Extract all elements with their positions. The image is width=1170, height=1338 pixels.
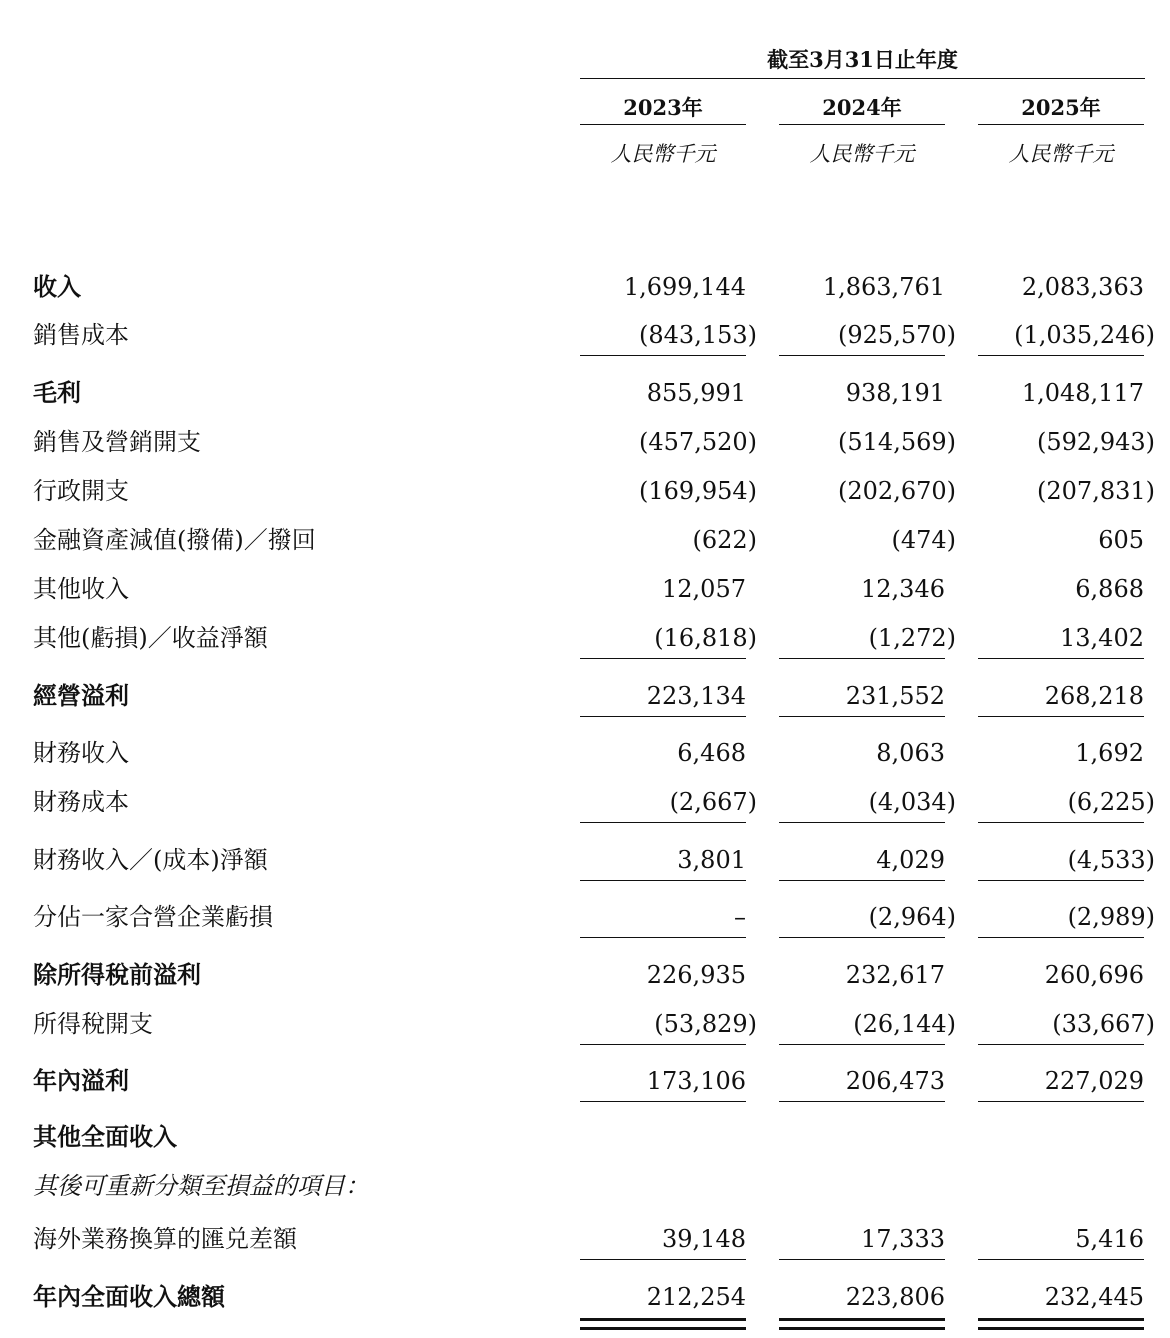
row-label-cost-of-sales: 銷售成本 . . . [33,320,543,350]
cell-pretax-profit-2025: 260,696 [1044,961,1144,989]
cell-profit-for-year-2023: 173,106 [646,1067,746,1095]
subtotal-rule [779,1259,945,1260]
cell-revenue-2025: 2,083,363 [1021,273,1144,301]
cell-finance-income-2025: 1,692 [1075,739,1144,767]
subtotal-rule [779,1044,945,1045]
row-label-other-income: 其他收入 . . . [33,574,543,604]
subtotal-rule [580,937,746,938]
subtotal-rule [580,355,746,356]
unit-label: 人民幣千元 [809,142,915,166]
cell-operating-profit-2025: 268,218 [1044,682,1144,710]
cell-jv-loss-2023: – [734,903,746,931]
cell-income-tax-2025: (33,667) [1052,1010,1155,1038]
cell-cost-of-sales-2023: (843,153) [639,321,757,349]
subtotal-rule [978,880,1144,881]
cell-fx-difference-2024: 17,333 [861,1225,945,1253]
cell-total-ci-2025: 232,445 [1044,1283,1144,1311]
row-label-pretax-profit: 除所得稅前溢利 . . . [33,960,543,990]
subtotal-rule [779,355,945,356]
total-double-rule [580,1318,746,1330]
period-header: 截至3月31日止年度 [767,47,958,72]
cell-profit-for-year-2025: 227,029 [1044,1067,1144,1095]
cell-cost-of-sales-2025: (1,035,246) [1014,321,1155,349]
period-header-rule [580,78,1145,79]
cell-income-tax-2024: (26,144) [853,1010,956,1038]
subtotal-rule [580,1101,746,1102]
year-rule [779,124,945,125]
subtotal-rule [779,880,945,881]
total-double-rule [779,1318,945,1330]
subtotal-rule [978,822,1144,823]
cell-net-finance-2024: 4,029 [876,846,945,874]
cell-impairment-2025: 605 [1098,526,1144,554]
row-label-jv-loss: 分佔一家合營企業虧損 . . . [33,902,543,932]
row-label-admin-expenses: 行政開支 . . . [33,476,543,506]
subtotal-rule [779,1101,945,1102]
subtotal-rule [978,716,1144,717]
cell-income-tax-2023: (53,829) [654,1010,757,1038]
row-label-gross-profit: 毛利 . . . [33,378,543,408]
row-label-finance-income: 財務收入 . . . [33,738,543,768]
cell-revenue-2023: 1,699,144 [623,273,746,301]
row-label-finance-costs: 財務成本 . . . [33,787,543,817]
cell-finance-costs-2024: (4,034) [868,788,956,816]
subtotal-rule [580,716,746,717]
cell-other-gains-2024: (1,272) [868,624,956,652]
cell-admin-expenses-2025: (207,831) [1037,477,1155,505]
row-label-impairment: 金融資產減值(撥備)／撥回 . . . [33,525,543,555]
cell-other-income-2025: 6,868 [1075,575,1144,603]
subtotal-rule [580,658,746,659]
cell-impairment-2023: (622) [692,526,757,554]
row-label-selling-expenses: 銷售及營銷開支 . . . [33,427,543,457]
row-label-profit-for-year: 年內溢利 . . . [33,1066,543,1096]
subtotal-rule [580,880,746,881]
row-label-income-tax: 所得稅開支 . . . [33,1009,543,1039]
unit-label: 人民幣千元 [1008,142,1114,166]
row-label-oci-heading: 其他全面收入 [33,1122,543,1152]
year-2024: 2024年 [822,95,902,120]
cell-other-income-2023: 12,057 [662,575,746,603]
subtotal-rule [580,1259,746,1260]
row-label-other-gains: 其他(虧損)／收益淨額 . . . [33,623,543,653]
subtotal-rule [978,937,1144,938]
subtotal-rule [978,1101,1144,1102]
subtotal-rule [779,937,945,938]
cell-other-income-2024: 12,346 [861,575,945,603]
unit-label: 人民幣千元 [610,142,716,166]
cell-gross-profit-2023: 855,991 [646,379,746,407]
row-label-net-finance: 財務收入／(成本)淨額 . . . [33,845,543,875]
cell-admin-expenses-2024: (202,670) [838,477,956,505]
cell-selling-expenses-2024: (514,569) [838,428,956,456]
cell-total-ci-2024: 223,806 [845,1283,945,1311]
cell-gross-profit-2025: 1,048,117 [1021,379,1144,407]
cell-gross-profit-2024: 938,191 [845,379,945,407]
cell-profit-for-year-2024: 206,473 [845,1067,945,1095]
cell-jv-loss-2024: (2,964) [868,903,956,931]
subtotal-rule [779,822,945,823]
cell-finance-income-2023: 6,468 [677,739,746,767]
subtotal-rule [978,658,1144,659]
row-label-total-comprehensive-income: 年內全面收入總額 . . . [33,1282,543,1312]
total-double-rule [978,1318,1144,1330]
cell-operating-profit-2024: 231,552 [845,682,945,710]
cell-finance-costs-2025: (6,225) [1067,788,1155,816]
cell-pretax-profit-2024: 232,617 [845,961,945,989]
row-label-fx-difference: 海外業務換算的匯兑差額 . . . [33,1224,543,1254]
row-label-reclassifiable-heading: 其後可重新分類至損益的項目： [33,1171,543,1201]
cell-operating-profit-2023: 223,134 [646,682,746,710]
cell-impairment-2024: (474) [891,526,956,554]
cell-pretax-profit-2023: 226,935 [646,961,746,989]
subtotal-rule [978,1044,1144,1045]
subtotal-rule [580,1044,746,1045]
year-2023: 2023年 [623,95,703,120]
cell-finance-costs-2023: (2,667) [669,788,757,816]
row-label-revenue: 收入 . . . [33,272,543,302]
cell-total-ci-2023: 212,254 [646,1283,746,1311]
cell-selling-expenses-2025: (592,943) [1037,428,1155,456]
subtotal-rule [779,658,945,659]
subtotal-rule [580,822,746,823]
cell-finance-income-2024: 8,063 [876,739,945,767]
cell-admin-expenses-2023: (169,954) [639,477,757,505]
cell-other-gains-2023: (16,818) [654,624,757,652]
cell-cost-of-sales-2024: (925,570) [838,321,956,349]
cell-net-finance-2023: 3,801 [677,846,746,874]
cell-fx-difference-2025: 5,416 [1075,1225,1144,1253]
year-rule [580,124,746,125]
cell-net-finance-2025: (4,533) [1067,846,1155,874]
cell-fx-difference-2023: 39,148 [662,1225,746,1253]
year-2025: 2025年 [1021,95,1101,120]
cell-other-gains-2025: 13,402 [1060,624,1144,652]
year-rule [978,124,1144,125]
cell-revenue-2024: 1,863,761 [822,273,945,301]
subtotal-rule [978,1259,1144,1260]
cell-jv-loss-2025: (2,989) [1067,903,1155,931]
row-label-operating-profit: 經營溢利 . . . [33,681,543,711]
cell-selling-expenses-2023: (457,520) [639,428,757,456]
subtotal-rule [779,716,945,717]
subtotal-rule [978,355,1144,356]
